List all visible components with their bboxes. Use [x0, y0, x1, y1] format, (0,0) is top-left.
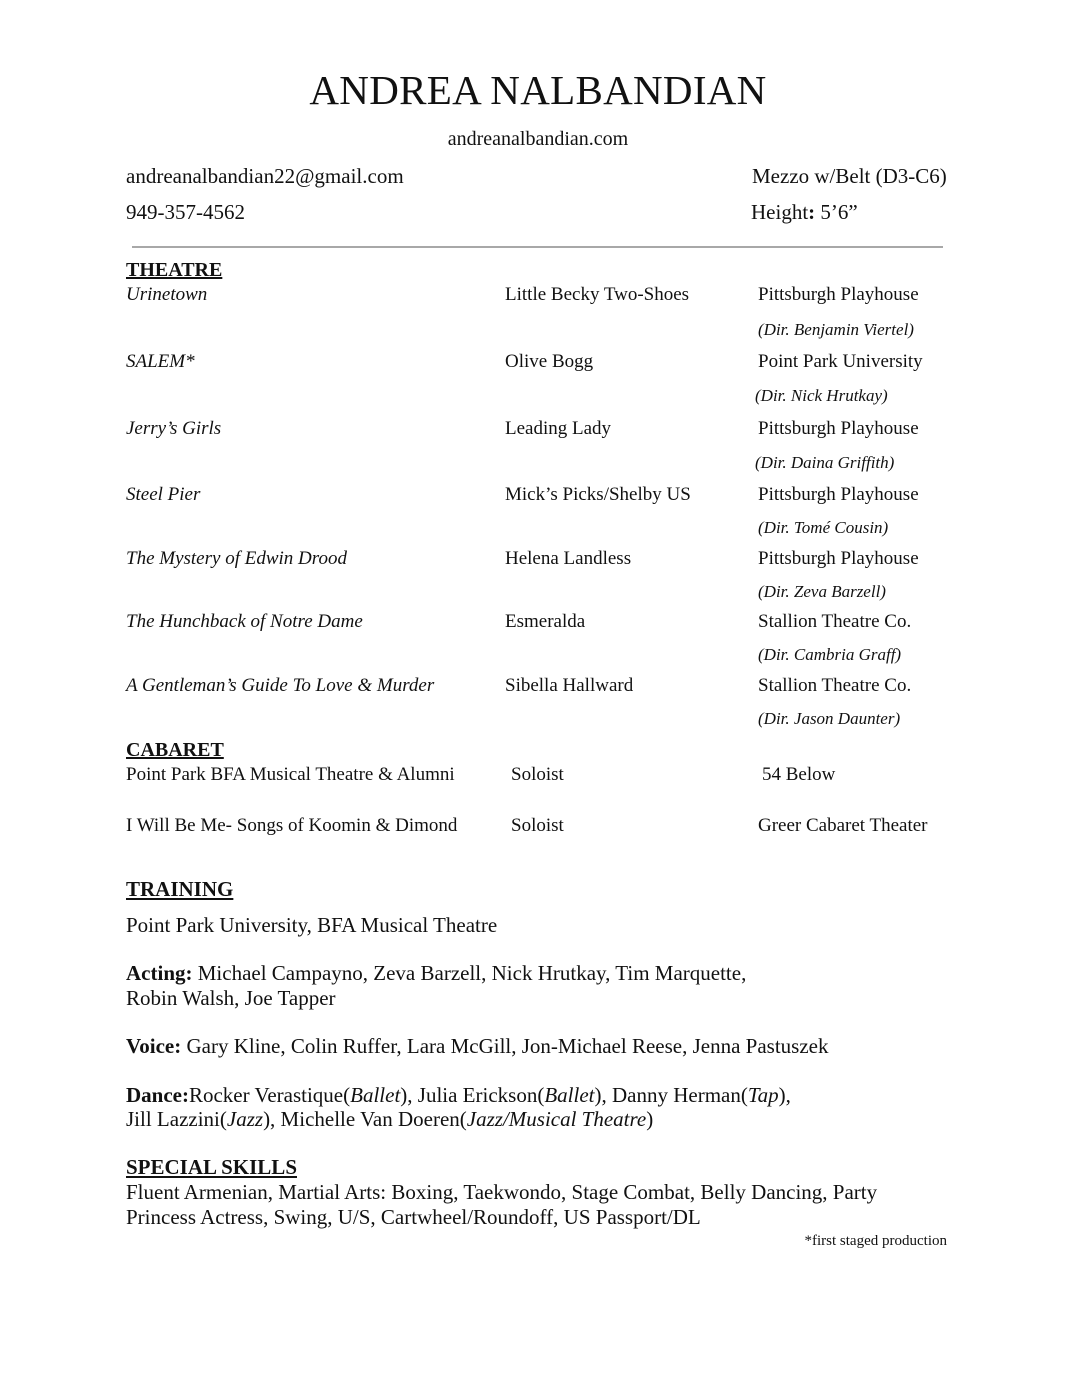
- theatre-director: (Dir. Daina Griffith): [755, 453, 895, 472]
- dance-style: Ballet: [350, 1083, 401, 1107]
- theatre-show: The Mystery of Edwin Drood: [126, 548, 347, 569]
- theatre-venue: Pittsburgh Playhouse: [758, 284, 919, 305]
- theatre-show: The Hunchback of Notre Dame: [126, 611, 363, 632]
- theatre-venue: Pittsburgh Playhouse: [758, 418, 919, 439]
- dance-text: ), Michelle Van Doeren(: [263, 1107, 467, 1131]
- height-value: 5’6”: [815, 200, 858, 224]
- theatre-venue: Stallion Theatre Co.: [758, 611, 912, 632]
- acting-line: [126, 961, 746, 986]
- skills-line: Princess Actress, Swing, U/S, Cartwheel/Roundoff, US Passport/DL: [126, 1205, 701, 1229]
- cabaret-show: Point Park BFA Musical Theatre & Alumni: [126, 764, 455, 785]
- theatre-role: Mick’s Picks/Shelby US: [505, 484, 691, 505]
- acting-label: Acting:: [126, 961, 193, 985]
- cabaret-venue: 54 Below: [762, 764, 836, 785]
- cabaret-heading: CABARET: [126, 739, 224, 761]
- theatre-show: Steel Pier: [126, 484, 201, 505]
- theatre-role: Little Becky Two-Shoes: [505, 284, 690, 305]
- theatre-role: Helena Landless: [505, 548, 632, 569]
- training-heading: TRAINING: [126, 877, 234, 901]
- dance-text: ), Danny Herman(: [594, 1083, 748, 1107]
- email: andreanalbandian22@gmail.com: [126, 164, 404, 188]
- theatre-director: (Dir. Cambria Graff): [758, 645, 902, 664]
- dance-text: ),: [778, 1083, 791, 1107]
- theatre-heading: THEATRE: [126, 259, 223, 281]
- voice-line: [126, 1034, 829, 1059]
- cabaret-venue: Greer Cabaret Theater: [758, 815, 928, 836]
- theatre-role: Olive Bogg: [505, 351, 594, 372]
- theatre-venue: Pittsburgh Playhouse: [758, 484, 919, 505]
- voice-type: Mezzo w/Belt (D3-C6): [752, 164, 947, 188]
- training-school: Point Park University, BFA Musical Theatre: [126, 913, 498, 937]
- website: andreanalbandian.com: [447, 128, 629, 150]
- voice-label: Voice:: [126, 1034, 182, 1058]
- acting-teachers-cont: Robin Walsh, Joe Tapper: [126, 986, 336, 1010]
- cabaret-show: I Will Be Me- Songs of Koomin & Dimond: [126, 815, 458, 836]
- theatre-show: SALEM*: [126, 351, 195, 372]
- theatre-venue: Pittsburgh Playhouse: [758, 548, 919, 569]
- theatre-role: Sibella Hallward: [505, 675, 634, 696]
- theatre-director: (Dir. Benjamin Viertel): [758, 320, 914, 339]
- dance-line: [126, 1083, 791, 1108]
- theatre-director: (Dir. Nick Hrutkay): [755, 386, 888, 405]
- dance-text: Jill Lazzini(: [126, 1107, 227, 1131]
- theatre-venue: Stallion Theatre Co.: [758, 675, 912, 696]
- theatre-director: (Dir. Tomé Cousin): [758, 518, 889, 537]
- header-divider: [132, 246, 943, 248]
- theatre-show: Urinetown: [126, 284, 208, 305]
- height-label: Height: [751, 200, 809, 224]
- phone: 949-357-4562: [126, 200, 245, 224]
- theatre-director: (Dir. Zeva Barzell): [758, 582, 886, 601]
- dance-label: Dance:: [126, 1083, 189, 1107]
- dance-text: Rocker Verastique(: [188, 1083, 351, 1107]
- theatre-role: Esmeralda: [505, 611, 586, 632]
- cabaret-role: Soloist: [511, 764, 564, 785]
- dance-text: ), Julia Erickson(: [400, 1083, 545, 1107]
- theatre-show: Jerry’s Girls: [126, 418, 222, 439]
- resume-name: ANDREA NALBANDIAN: [309, 67, 767, 113]
- dance-style: Jazz: [226, 1107, 264, 1131]
- dance-style: Ballet: [544, 1083, 595, 1107]
- dance-style: Tap: [747, 1083, 779, 1107]
- skills-line: Fluent Armenian, Martial Arts: Boxing, Taekwondo, Stage Combat, Belly Dancing, Party: [126, 1180, 878, 1204]
- footnote: *first staged production: [804, 1233, 947, 1249]
- skills-heading: SPECIAL SKILLS: [126, 1155, 297, 1179]
- theatre-show: A Gentleman’s Guide To Love & Murder: [126, 675, 435, 696]
- dance-style: Jazz/Musical Theatre: [466, 1107, 647, 1131]
- dance-text: ): [646, 1107, 654, 1131]
- theatre-director: (Dir. Jason Daunter): [758, 709, 901, 728]
- theatre-role: Leading Lady: [505, 418, 612, 439]
- acting-teachers: Michael Campayno, Zeva Barzell, Nick Hrutkay, Tim Marquette,: [192, 961, 747, 985]
- cabaret-role: Soloist: [511, 815, 564, 836]
- theatre-venue: Point Park University: [758, 351, 923, 372]
- height: Height: 5’6”: [751, 200, 858, 224]
- voice-teachers: Gary Kline, Colin Ruffer, Lara McGill, Jon-Michael Reese, Jenna Pastuszek: [181, 1034, 829, 1058]
- dance-line-cont: [126, 1107, 653, 1132]
